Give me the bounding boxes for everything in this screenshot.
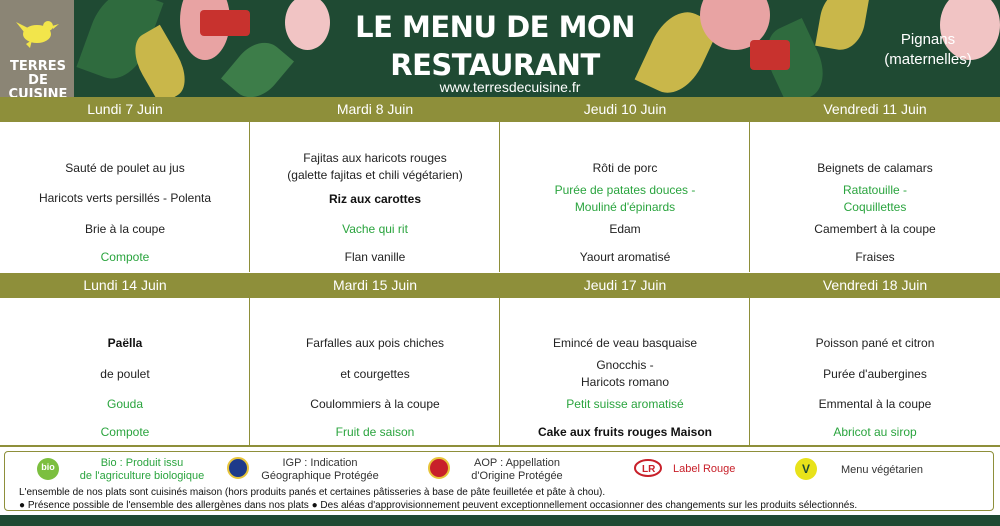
allergen-note	[19, 500, 857, 511]
menu-item: Flan vanille	[344, 250, 406, 264]
header-banner	[0, 0, 1000, 97]
menu-item: Rôti de porc	[592, 161, 658, 175]
day-header: Lundi 14 Juin	[83, 277, 167, 293]
decor-leaf	[815, 0, 870, 53]
menu-item: Cake aux fruits rouges Maison	[537, 425, 713, 439]
location-line: Pignans	[900, 31, 956, 48]
menu-item: Petit suisse aromatisé	[566, 397, 684, 411]
menu-item: Haricots romano	[580, 375, 670, 389]
title-line: RESTAURANT	[390, 48, 600, 82]
page-title	[340, 8, 650, 84]
menu-item: Yaourt aromatisé	[579, 250, 671, 264]
decor-tractor	[750, 40, 790, 70]
menu-item: Vache qui rit	[342, 222, 408, 236]
legend-footer	[0, 445, 1000, 515]
allergen-note-text: Présence possible de l'ensemble des allergènes dans nos plats	[27, 500, 309, 511]
menu-item: Beignets de calamars	[817, 161, 933, 175]
bio-icon-label: bio	[41, 462, 55, 472]
day-header: Mardi 15 Juin	[332, 277, 418, 293]
svg-text:LR: LR	[642, 464, 656, 475]
menu-item: et courgettes	[340, 367, 410, 381]
info-bullet-icon: ●	[311, 500, 321, 511]
legend-aop	[457, 457, 577, 483]
menu-grid	[0, 97, 1000, 445]
menu-item: Poisson pané et citron	[815, 336, 935, 350]
title-line: LE MENU DE MON	[355, 10, 635, 44]
decor-flower	[285, 0, 330, 50]
label-rouge-icon	[633, 458, 663, 478]
day-header: Lundi 7 Juin	[87, 101, 163, 117]
legend-text: AOP : Appellation	[473, 457, 561, 469]
menu-item: Purée d'aubergines	[823, 367, 927, 381]
vegetarian-icon	[795, 458, 817, 480]
menu-item: Gouda	[106, 397, 144, 411]
menu-item: Fajitas aux haricots rouges	[303, 151, 447, 165]
vegetarian-icon-letter: V	[801, 462, 810, 476]
info-bullet-icon: ●	[19, 500, 28, 511]
menu-cell	[0, 122, 250, 272]
menu-item: Paëlla	[107, 336, 143, 350]
menu-item: Camembert à la coupe	[814, 222, 936, 236]
day-header: Jeudi 17 Juin	[583, 277, 667, 293]
menu-item: Emmental à la coupe	[818, 397, 932, 411]
menu-item: Emincé de veau basquaise	[552, 336, 698, 350]
menu-item: Coquillettes	[843, 200, 907, 214]
day-header: Vendredi 11 Juin	[823, 101, 927, 117]
menu-item: Haricots verts persillés - Polenta	[38, 191, 212, 205]
menu-item: Brie à la coupe	[84, 222, 166, 236]
decor-tractor	[200, 10, 250, 36]
menu-cell	[500, 122, 750, 272]
day-header: Vendredi 18 Juin	[822, 277, 928, 293]
supply-note-text: Des aléas d'approvisionnement peuvent exceptionnellement occasionner des changements sur les produits sélectionnés.	[320, 500, 858, 511]
week2-day-header-row	[0, 273, 1000, 298]
homemade-note: L'ensemble de nos plats sont cuisinés maison (hors produits panés et certaines pâtisseries à base de pâte feuilletée et pâte à chou).	[19, 487, 606, 498]
location-label	[868, 30, 988, 70]
legend-text: Géographique Protégée	[261, 470, 379, 482]
menu-item: Ratatouille -	[842, 183, 908, 197]
decor-leaf	[221, 33, 294, 97]
location-line: (maternelles)	[884, 51, 972, 68]
menu-item: Farfalles aux pois chiches	[305, 336, 445, 350]
day-header: Jeudi 10 Juin	[583, 101, 667, 117]
aop-icon	[428, 457, 450, 479]
menu-item: Fraises	[855, 250, 895, 264]
bottom-decor-band	[0, 515, 1000, 526]
logo-text: TERRES DE CUISINE	[8, 59, 68, 97]
menu-item: de poulet	[100, 367, 150, 381]
menu-item: Compote	[100, 250, 150, 264]
menu-item: Mouliné d'épinards	[574, 200, 676, 214]
menu-item: Fruit de saison	[335, 425, 415, 439]
menu-item: Edam	[609, 222, 641, 236]
menu-cell	[0, 298, 250, 445]
menu-cell	[250, 298, 500, 445]
legend-igp	[255, 457, 385, 483]
menu-item: Abricot au sirop	[833, 425, 917, 439]
terres-de-cuisine-logo	[0, 0, 74, 97]
menu-item: (galette fajitas et chili végétarien)	[287, 168, 463, 182]
legend-label-rouge: Label Rouge	[673, 463, 736, 475]
bird-logo-icon	[14, 12, 60, 52]
menu-item: Sauté de poulet au jus	[65, 161, 185, 175]
bio-icon	[37, 458, 59, 480]
menu-cell	[750, 298, 1000, 445]
menu-item: Riz aux carottes	[328, 192, 422, 206]
legend-text: IGP : Indication	[282, 457, 358, 469]
website-link[interactable]: www.terresdecuisine.fr	[439, 79, 581, 95]
legend-text: d'Origine Protégée	[471, 470, 563, 482]
legend-vegetarian: Menu végétarien	[841, 464, 923, 476]
menu-item: Gnocchis -	[596, 358, 654, 372]
legend-text: de l'agriculture biologique	[79, 470, 205, 482]
legend-text: Bio : Produit issu	[100, 457, 184, 469]
menu-item: Purée de patates douces -	[554, 183, 696, 197]
menu-item: Coulommiers à la coupe	[310, 397, 440, 411]
menu-cell	[500, 298, 750, 445]
menu-item: Compote	[100, 425, 150, 439]
week1-day-header-row	[0, 97, 1000, 122]
menu-cell	[750, 122, 1000, 272]
legend-bio	[67, 457, 217, 483]
menu-cell	[250, 122, 500, 272]
legend-box	[4, 451, 994, 511]
day-header: Mardi 8 Juin	[336, 101, 414, 117]
igp-icon	[227, 457, 249, 479]
